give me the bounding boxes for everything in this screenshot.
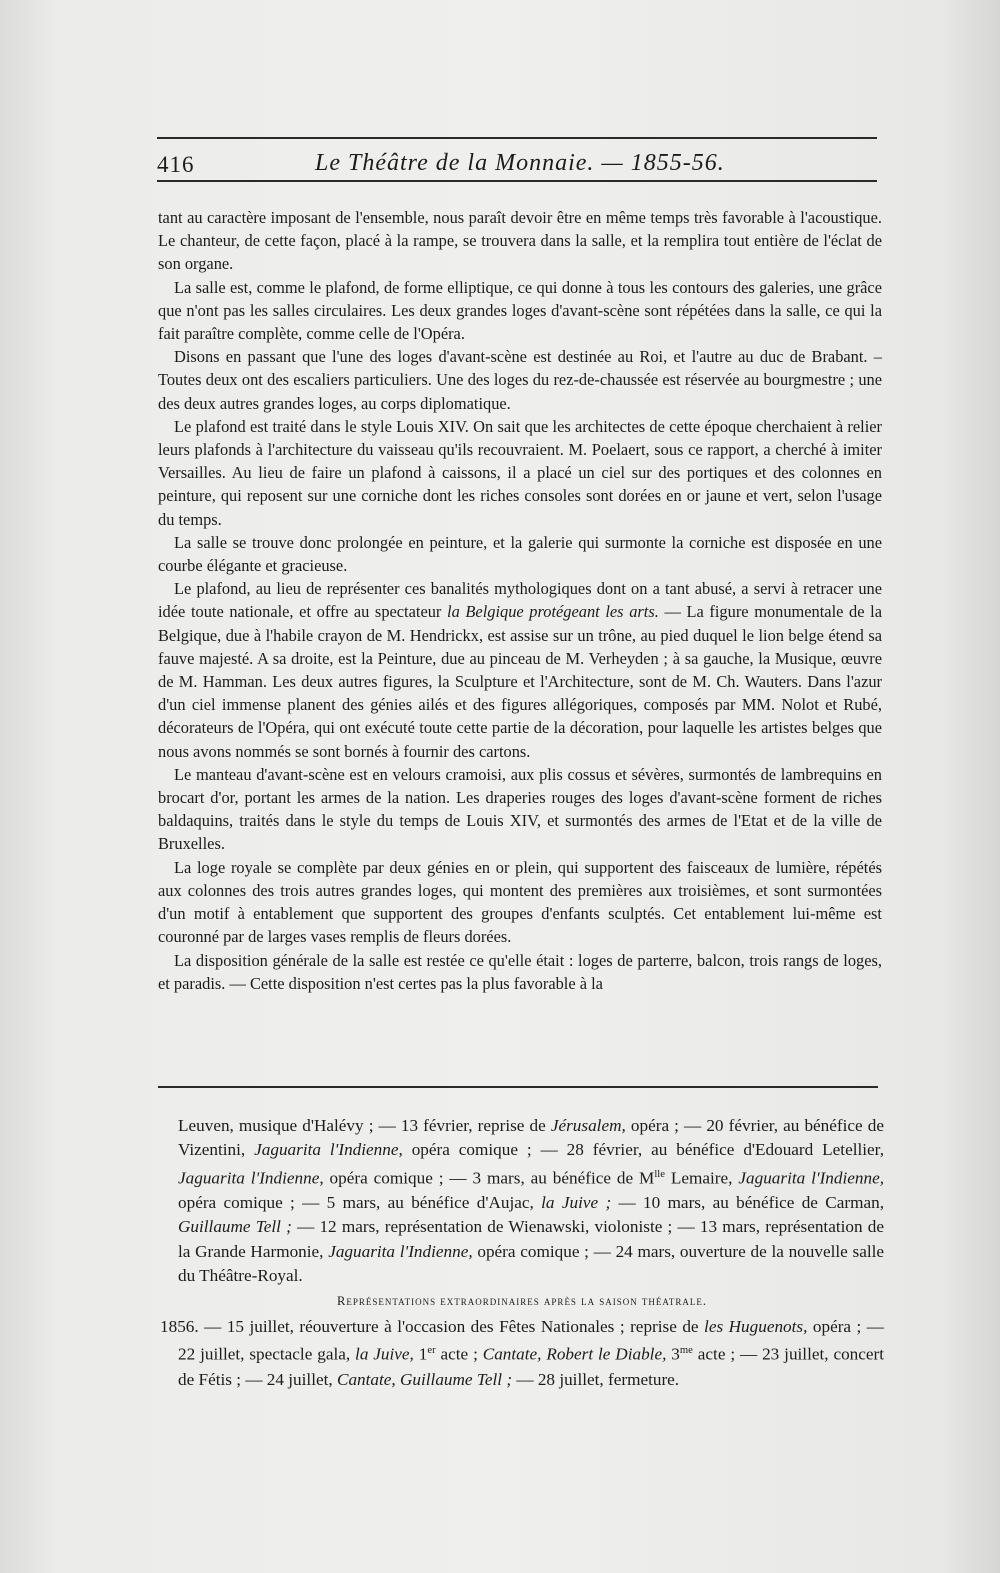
page-header [157,148,877,182]
paragraph: tant au caractère imposant de l'ensemble, nous paraît devoir être en même temps très favorable à l'acoustique. Le chanteur, de cette façon, placé à la rampe, se trouvera dans la salle, et la remplira tout entière de l'éclat de son organe. [158,208,882,274]
footnote-block [160,1114,884,1392]
italic-title: Jaguarita l'Indienne, [178,1168,324,1188]
text-span: — 10 mars, au bénéfice de Carman, [611,1192,884,1212]
paragraph: Le plafond est traité dans le style Louis XIV. On sait que les architectes de cette époque cherchaient à relier leurs plafonds à l'architecture du vaisseau qu'ils recouvraient. M. Poelaert, sous ce rapport, a cherché à imiter Versailles. Au lieu de faire un plafond à caissons, il a placé un ciel sur des portiques et des colonnes en peinture, qui reposent sur une corniche dont les riches consoles sont dorées en or jaune et vert, selon l'usage du temps. [158,416,882,529]
italic-title: Cantate, Robert le Diable, [482,1345,667,1365]
paragraph: La salle est, comme le plafond, de forme elliptique, ce qui donne à tous les contours des galeries, une grâce que n'ont pas les salles circulaires. Les deux grandes loges d'avant-scène sont répétées dans la salle, ce qui la fait paraître complète, comme celle de l'Opéra. [158,277,882,344]
italic-title: Jaguarita l'Indienne, [328,1241,473,1261]
italic-title: les Huguenots, [704,1316,808,1336]
main-text [158,206,882,995]
text-span: acte ; [435,1345,483,1365]
italic-title: Cantate, Guillaume Tell ; [336,1369,513,1389]
text-span: — La figure monumentale de la Belgique, due à l'habile crayon de M. Hendrickx, est assise sur un trône, au pied duquel le lion belge étend sa fauve majesté. A sa droite, est la Peinture, due au pinceau de M. Verheyden ; à sa gauche, la Musique, œuvre de M. Hamman. Les deux autres figures, la Sculpture et l'Architecture, sont de M. Ch. Wauters. Dans l'azur d'un ciel immense planent des génies ailés et des figures allégoriques, composés par MM. Nolot et Rubé, décorateurs de l'Opéra, qui ont exécuté toute cette partie de la décoration, pour laquelle les artistes belges que nous avons nommés se sont bornés à fournir des cartons. [158,602,882,761]
page-number: 416 [157,152,195,177]
text-span: — 28 juillet, fermeture. [512,1369,680,1389]
section-heading: Représentations extraordinaires après la saison théatrale. [336,1293,708,1308]
italic-title: Jaguarita l'Indienne, [254,1140,403,1160]
paragraph: La disposition générale de la salle est restée ce qu'elle était : loges de parterre, balcon, trois rangs de loges, et paradis. — Cette disposition n'est certes pas la plus favorable à la [158,950,882,993]
text-span: 3 [666,1345,680,1365]
header-bottom-rule [157,180,877,182]
paragraph: La salle se trouve donc prolongée en peinture, et la galerie qui surmonte la corniche est disposée en une courbe élégante et gracieuse. [158,532,882,576]
footnote-continuation [160,1114,884,1289]
italic-title: Jérusalem, [550,1116,626,1135]
paragraph: Disons en passant que l'une des loges d'avant-scène est destinée au Roi, et l'autre au duc de Brabant. – Toutes deux ont des escaliers particuliers. Une des loges du rez-de-chaussée est réservée au bourgmestre ; une des deux autres grandes loges, au corps diplomatique. [158,347,882,413]
superscript: lle [654,1168,665,1180]
text-span: Le plafond, au lieu de représenter ces banalités mythologiques dont on a tant abusé, a servi à retracer une idée toute nationale, et offre au spectateur [158,579,882,622]
text-span: 1856. — 15 juillet, réouverture à l'occasion des Fêtes Nationales ; reprise de [160,1316,705,1336]
italic-title: Guillaume Tell ; [178,1217,292,1237]
superscript: er [427,1345,436,1357]
paragraph-with-italic [158,577,882,763]
footnote-separator [158,1086,878,1088]
italic-title: la Juive ; [541,1192,612,1212]
superscript: me [679,1345,693,1357]
text-span: opéra comique ; — 3 mars, au bénéfice de M [323,1168,655,1188]
italic-title: la Juive, [355,1345,414,1365]
text-span: opéra ; — 22 juillet, spectacle gala, [178,1316,884,1365]
text-span: opéra comique ; — 28 février, au bénéfice d'Edouard Letellier, [402,1140,884,1160]
text-span: 1 [413,1345,428,1365]
header-top-rule [157,137,877,139]
footnote-entry [160,1315,884,1392]
paragraph: La loge royale se complète par deux génies en or plein, qui supportent des faisceaux de lumière, répétés aux colonnes des trois autres grandes loges, qui montent des premières aux troisièmes, et sont surmontées d'un motif à entablement que supportent des groupes d'enfants sculptés. Cet entablement lui-même est couronné par de larges vases remplis de fleurs dorées. [158,857,882,947]
text-span: acte ; — 23 juillet, concert de Fétis ; — 24 juillet, [178,1345,885,1389]
italic-title: Jaguarita l'Indienne, [738,1168,885,1188]
italic-title: la Belgique protégeant les arts. [447,602,659,622]
text-span: opéra comique ; — 24 mars, ouverture de la nouvelle salle du Théâtre-Royal. [178,1241,884,1286]
text-span: — 12 mars, représentation de Wienawski, violoniste ; — 13 mars, représentation de la Grande Harmonie, [178,1217,884,1261]
text-span: opéra comique ; — 5 mars, au bénéfice d'Aujac, [178,1192,542,1212]
running-title: Le Théâtre de la Monnaie. — 1855-56. [315,150,725,176]
text-span: Leuven, musique d'Halévy ; — 13 février, reprise de [178,1116,551,1135]
text-span: opéra ; — 20 février, au bénéfice de Vizentini, [178,1116,884,1160]
text-span: Lemaire, [664,1168,739,1188]
paragraph: Le manteau d'avant-scène est en velours cramoisi, aux plis cossus et sévères, surmontés de lambrequins en brocart d'or, portant les armes de la nation. Les draperies rouges des loges d'avant-scène forment de riches baldaquins, traités dans le style du temps de Louis XIV, et surmontés des armes de l'Etat et de la ville de Bruxelles. [158,764,882,854]
